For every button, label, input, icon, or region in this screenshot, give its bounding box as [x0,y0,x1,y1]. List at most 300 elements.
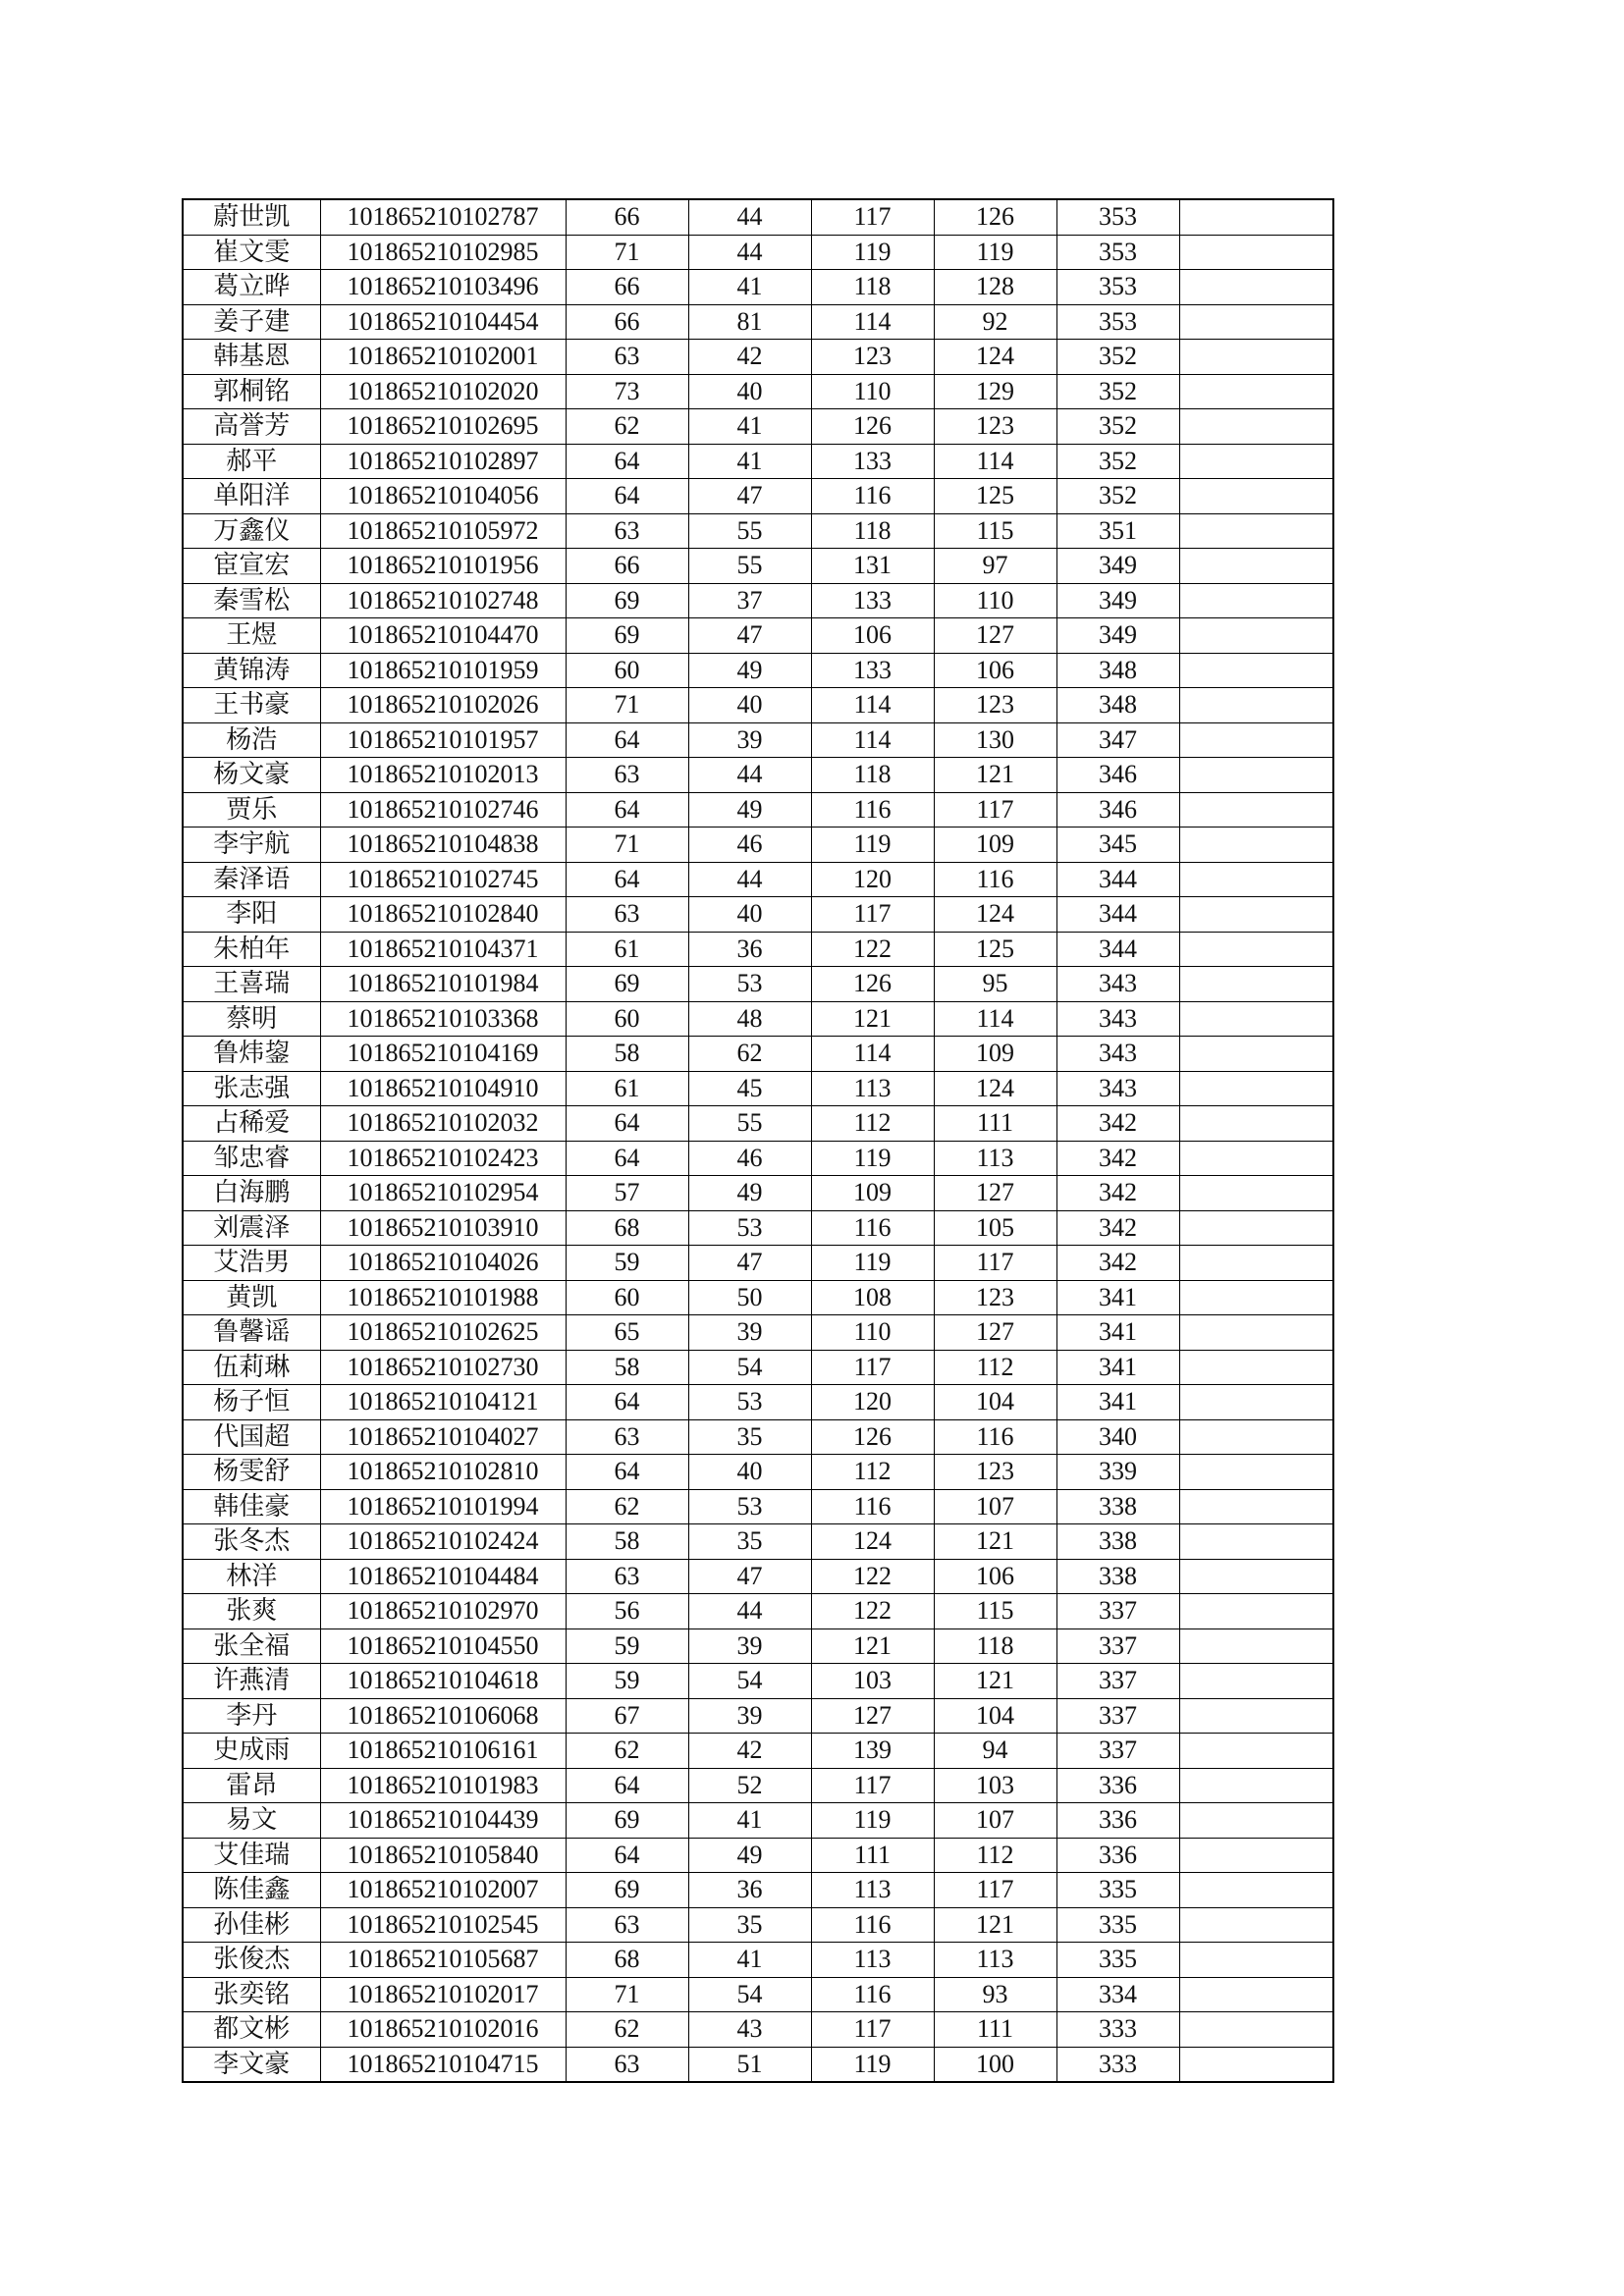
note-cell [1179,1977,1333,2012]
table-row [183,583,1333,618]
score2-cell: 36 [688,932,811,967]
score2-cell: 53 [688,1489,811,1524]
score2-cell: 49 [688,653,811,688]
name-cell: 韩基恩 [183,340,320,375]
score2-cell: 54 [688,1350,811,1385]
table-row [183,1385,1333,1420]
total-cell: 337 [1056,1594,1179,1629]
score2-cell: 35 [688,1419,811,1455]
exam-id-cell: 101865210102840 [320,897,566,933]
score2-cell: 44 [688,235,811,270]
score4-cell: 107 [934,1489,1056,1524]
score3-cell: 122 [811,1559,934,1594]
score1-cell: 64 [566,1106,688,1142]
score2-cell: 44 [688,862,811,897]
table-row [183,2012,1333,2048]
note-cell [1179,1280,1333,1315]
total-cell: 344 [1056,862,1179,897]
exam-id-cell: 101865210102745 [320,862,566,897]
score2-cell: 43 [688,2012,811,2048]
total-cell: 352 [1056,479,1179,514]
score4-cell: 114 [934,1001,1056,1037]
name-cell: 万鑫仪 [183,513,320,549]
exam-id-cell: 101865210102787 [320,199,566,235]
score1-cell: 60 [566,1001,688,1037]
score3-cell: 110 [811,1315,934,1351]
score1-cell: 63 [566,340,688,375]
exam-id-cell: 101865210103910 [320,1210,566,1246]
score1-cell: 57 [566,1176,688,1211]
score1-cell: 68 [566,1943,688,1978]
total-cell: 352 [1056,340,1179,375]
score4-cell: 115 [934,513,1056,549]
score3-cell: 106 [811,618,934,654]
total-cell: 342 [1056,1246,1179,1281]
score1-cell: 63 [566,513,688,549]
name-cell: 鲁炜鋆 [183,1037,320,1072]
total-cell: 335 [1056,1943,1179,1978]
exam-id-cell: 101865210104550 [320,1629,566,1664]
score1-cell: 64 [566,722,688,758]
name-cell: 张冬杰 [183,1524,320,1560]
score2-cell: 44 [688,199,811,235]
total-cell: 351 [1056,513,1179,549]
total-cell: 336 [1056,1838,1179,1873]
total-cell: 349 [1056,583,1179,618]
table-row [183,1559,1333,1594]
score1-cell: 60 [566,1280,688,1315]
score1-cell: 62 [566,1489,688,1524]
score3-cell: 116 [811,1977,934,2012]
score1-cell: 61 [566,932,688,967]
note-cell [1179,932,1333,967]
note-cell [1179,1838,1333,1873]
table-row [183,1664,1333,1699]
total-cell: 343 [1056,1001,1179,1037]
name-cell: 都文彬 [183,2012,320,2048]
score1-cell: 62 [566,409,688,445]
score2-cell: 39 [688,1698,811,1734]
score1-cell: 71 [566,688,688,723]
score2-cell: 39 [688,722,811,758]
score2-cell: 35 [688,1524,811,1560]
exam-id-cell: 101865210101983 [320,1768,566,1803]
table-row [183,549,1333,584]
name-cell: 杨文豪 [183,758,320,793]
note-cell [1179,270,1333,305]
total-cell: 353 [1056,199,1179,235]
note-cell [1179,1873,1333,1908]
exam-id-cell: 101865210102625 [320,1315,566,1351]
exam-id-cell: 101865210104371 [320,932,566,967]
name-cell: 张爽 [183,1594,320,1629]
score2-cell: 40 [688,1455,811,1490]
score2-cell: 39 [688,1315,811,1351]
table-row [183,1977,1333,2012]
score4-cell: 121 [934,1907,1056,1943]
total-cell: 335 [1056,1873,1179,1908]
score4-cell: 117 [934,1246,1056,1281]
score2-cell: 48 [688,1001,811,1037]
score2-cell: 54 [688,1977,811,2012]
exam-id-cell: 101865210104910 [320,1071,566,1106]
score2-cell: 42 [688,340,811,375]
total-cell: 333 [1056,2047,1179,2082]
total-cell: 346 [1056,758,1179,793]
score2-cell: 41 [688,444,811,479]
table-row [183,1350,1333,1385]
score1-cell: 64 [566,444,688,479]
score2-cell: 45 [688,1071,811,1106]
score2-cell: 41 [688,1803,811,1839]
name-cell: 艾浩男 [183,1246,320,1281]
score3-cell: 126 [811,1419,934,1455]
score4-cell: 123 [934,409,1056,445]
total-cell: 343 [1056,1037,1179,1072]
score4-cell: 103 [934,1768,1056,1803]
score3-cell: 119 [811,1246,934,1281]
exam-id-cell: 101865210104056 [320,479,566,514]
score2-cell: 41 [688,270,811,305]
score2-cell: 51 [688,2047,811,2082]
note-cell [1179,1907,1333,1943]
score2-cell: 53 [688,1210,811,1246]
score3-cell: 114 [811,304,934,340]
score4-cell: 129 [934,374,1056,409]
score2-cell: 44 [688,758,811,793]
score3-cell: 121 [811,1629,934,1664]
score-table [182,198,1334,2083]
note-cell [1179,897,1333,933]
score1-cell: 69 [566,583,688,618]
total-cell: 343 [1056,1071,1179,1106]
table-row [183,1838,1333,1873]
name-cell: 蔚世凯 [183,199,320,235]
score4-cell: 100 [934,2047,1056,2082]
score2-cell: 50 [688,1280,811,1315]
score1-cell: 69 [566,1803,688,1839]
score2-cell: 36 [688,1873,811,1908]
table-row [183,235,1333,270]
note-cell [1179,549,1333,584]
total-cell: 342 [1056,1210,1179,1246]
score3-cell: 119 [811,235,934,270]
score3-cell: 126 [811,967,934,1002]
score4-cell: 116 [934,1419,1056,1455]
score1-cell: 66 [566,549,688,584]
score2-cell: 62 [688,1037,811,1072]
total-cell: 333 [1056,2012,1179,2048]
name-cell: 张全福 [183,1629,320,1664]
score4-cell: 95 [934,967,1056,1002]
note-cell [1179,792,1333,828]
table-row [183,1176,1333,1211]
score3-cell: 139 [811,1734,934,1769]
name-cell: 孙佳彬 [183,1907,320,1943]
name-cell: 郭桐铭 [183,374,320,409]
score1-cell: 62 [566,1734,688,1769]
score4-cell: 125 [934,479,1056,514]
table-row [183,1734,1333,1769]
note-cell [1179,1246,1333,1281]
total-cell: 353 [1056,235,1179,270]
score3-cell: 127 [811,1698,934,1734]
score1-cell: 64 [566,479,688,514]
exam-id-cell: 101865210102001 [320,340,566,375]
table-row [183,1001,1333,1037]
score3-cell: 109 [811,1176,934,1211]
score4-cell: 127 [934,1315,1056,1351]
total-cell: 337 [1056,1734,1179,1769]
score2-cell: 55 [688,1106,811,1142]
score3-cell: 116 [811,479,934,514]
table-row [183,1037,1333,1072]
total-cell: 339 [1056,1455,1179,1490]
note-cell [1179,722,1333,758]
table-row [183,653,1333,688]
score3-cell: 119 [811,1141,934,1176]
exam-id-cell: 101865210104454 [320,304,566,340]
table-row [183,1106,1333,1142]
table-row [183,304,1333,340]
total-cell: 352 [1056,444,1179,479]
score3-cell: 124 [811,1524,934,1560]
note-cell [1179,688,1333,723]
name-cell: 史成雨 [183,1734,320,1769]
score4-cell: 127 [934,618,1056,654]
score1-cell: 63 [566,1907,688,1943]
total-cell: 344 [1056,897,1179,933]
score1-cell: 71 [566,828,688,863]
score4-cell: 124 [934,340,1056,375]
score4-cell: 123 [934,688,1056,723]
score1-cell: 66 [566,304,688,340]
exam-id-cell: 101865210102013 [320,758,566,793]
name-cell: 张俊杰 [183,1943,320,1978]
score3-cell: 114 [811,1037,934,1072]
name-cell: 杨浩 [183,722,320,758]
score2-cell: 47 [688,1246,811,1281]
total-cell: 341 [1056,1385,1179,1420]
score1-cell: 59 [566,1629,688,1664]
name-cell: 雷昂 [183,1768,320,1803]
name-cell: 张奕铭 [183,1977,320,2012]
name-cell: 崔文雯 [183,235,320,270]
score2-cell: 55 [688,513,811,549]
table-row [183,932,1333,967]
name-cell: 伍莉琳 [183,1350,320,1385]
name-cell: 鲁馨谣 [183,1315,320,1351]
name-cell: 张志强 [183,1071,320,1106]
note-cell [1179,1141,1333,1176]
note-cell [1179,1385,1333,1420]
score4-cell: 124 [934,1071,1056,1106]
score1-cell: 64 [566,1838,688,1873]
score1-cell: 66 [566,199,688,235]
exam-id-cell: 101865210103368 [320,1001,566,1037]
name-cell: 许燕清 [183,1664,320,1699]
score4-cell: 112 [934,1350,1056,1385]
total-cell: 338 [1056,1489,1179,1524]
score3-cell: 119 [811,828,934,863]
score2-cell: 46 [688,1141,811,1176]
note-cell [1179,444,1333,479]
score1-cell: 63 [566,1419,688,1455]
score3-cell: 116 [811,1210,934,1246]
score3-cell: 133 [811,653,934,688]
note-cell [1179,967,1333,1002]
table-row [183,1246,1333,1281]
score2-cell: 35 [688,1907,811,1943]
name-cell: 贾乐 [183,792,320,828]
score1-cell: 64 [566,862,688,897]
total-cell: 353 [1056,304,1179,340]
note-cell [1179,1943,1333,1978]
total-cell: 348 [1056,653,1179,688]
table-row [183,444,1333,479]
score3-cell: 131 [811,549,934,584]
total-cell: 348 [1056,688,1179,723]
score3-cell: 133 [811,444,934,479]
total-cell: 352 [1056,409,1179,445]
score3-cell: 120 [811,862,934,897]
score4-cell: 113 [934,1141,1056,1176]
exam-id-cell: 101865210101956 [320,549,566,584]
note-cell [1179,862,1333,897]
score3-cell: 116 [811,1907,934,1943]
total-cell: 342 [1056,1176,1179,1211]
score4-cell: 119 [934,235,1056,270]
name-cell: 朱柏年 [183,932,320,967]
score3-cell: 118 [811,270,934,305]
total-cell: 337 [1056,1664,1179,1699]
name-cell: 邹忠睿 [183,1141,320,1176]
table-row [183,1873,1333,1908]
note-cell [1179,583,1333,618]
note-cell [1179,653,1333,688]
exam-id-cell: 101865210106068 [320,1698,566,1734]
score3-cell: 119 [811,1803,934,1839]
exam-id-cell: 101865210102017 [320,1977,566,2012]
score3-cell: 133 [811,583,934,618]
score3-cell: 120 [811,1385,934,1420]
score1-cell: 69 [566,1873,688,1908]
name-cell: 王喜瑞 [183,967,320,1002]
exam-id-cell: 101865210104715 [320,2047,566,2082]
table-row [183,2047,1333,2082]
exam-id-cell: 101865210102897 [320,444,566,479]
exam-id-cell: 101865210102032 [320,1106,566,1142]
note-cell [1179,513,1333,549]
score4-cell: 104 [934,1698,1056,1734]
score4-cell: 116 [934,862,1056,897]
score3-cell: 121 [811,1001,934,1037]
note-cell [1179,1315,1333,1351]
score4-cell: 123 [934,1455,1056,1490]
score2-cell: 81 [688,304,811,340]
note-cell [1179,1071,1333,1106]
score1-cell: 60 [566,653,688,688]
exam-id-cell: 101865210102423 [320,1141,566,1176]
name-cell: 李宇航 [183,828,320,863]
note-cell [1179,1803,1333,1839]
table-row [183,270,1333,305]
score4-cell: 127 [934,1176,1056,1211]
total-cell: 343 [1056,967,1179,1002]
score1-cell: 64 [566,792,688,828]
exam-id-cell: 101865210105972 [320,513,566,549]
table-row [183,758,1333,793]
score4-cell: 112 [934,1838,1056,1873]
name-cell: 王煜 [183,618,320,654]
exam-id-cell: 101865210101994 [320,1489,566,1524]
note-cell [1179,1524,1333,1560]
exam-id-cell: 101865210106161 [320,1734,566,1769]
score3-cell: 118 [811,513,934,549]
exam-id-cell: 101865210102746 [320,792,566,828]
note-cell [1179,1455,1333,1490]
score2-cell: 40 [688,688,811,723]
name-cell: 陈佳鑫 [183,1873,320,1908]
score1-cell: 67 [566,1698,688,1734]
note-cell [1179,1489,1333,1524]
score1-cell: 69 [566,618,688,654]
score4-cell: 106 [934,653,1056,688]
note-cell [1179,2012,1333,2048]
name-cell: 秦泽语 [183,862,320,897]
exam-id-cell: 101865210104838 [320,828,566,863]
exam-id-cell: 101865210101984 [320,967,566,1002]
name-cell: 郝平 [183,444,320,479]
note-cell [1179,618,1333,654]
name-cell: 艾佳瑞 [183,1838,320,1873]
table-row [183,967,1333,1002]
table-row [183,722,1333,758]
exam-id-cell: 101865210101959 [320,653,566,688]
note-cell [1179,1734,1333,1769]
total-cell: 335 [1056,1907,1179,1943]
table-row [183,618,1333,654]
score4-cell: 121 [934,1664,1056,1699]
score3-cell: 117 [811,2012,934,2048]
score1-cell: 62 [566,2012,688,2048]
table-row [183,1141,1333,1176]
table-row [183,1419,1333,1455]
score3-cell: 103 [811,1664,934,1699]
total-cell: 349 [1056,549,1179,584]
name-cell: 刘震泽 [183,1210,320,1246]
exam-id-cell: 101865210104121 [320,1385,566,1420]
table-row [183,479,1333,514]
score2-cell: 54 [688,1664,811,1699]
total-cell: 346 [1056,792,1179,828]
table-row [183,340,1333,375]
score1-cell: 56 [566,1594,688,1629]
note-cell [1179,1037,1333,1072]
exam-id-cell: 101865210102545 [320,1907,566,1943]
score4-cell: 124 [934,897,1056,933]
total-cell: 337 [1056,1698,1179,1734]
score3-cell: 110 [811,374,934,409]
total-cell: 349 [1056,618,1179,654]
score4-cell: 125 [934,932,1056,967]
exam-id-cell: 101865210102985 [320,235,566,270]
score4-cell: 117 [934,792,1056,828]
score2-cell: 37 [688,583,811,618]
total-cell: 347 [1056,722,1179,758]
score4-cell: 121 [934,758,1056,793]
name-cell: 葛立晔 [183,270,320,305]
